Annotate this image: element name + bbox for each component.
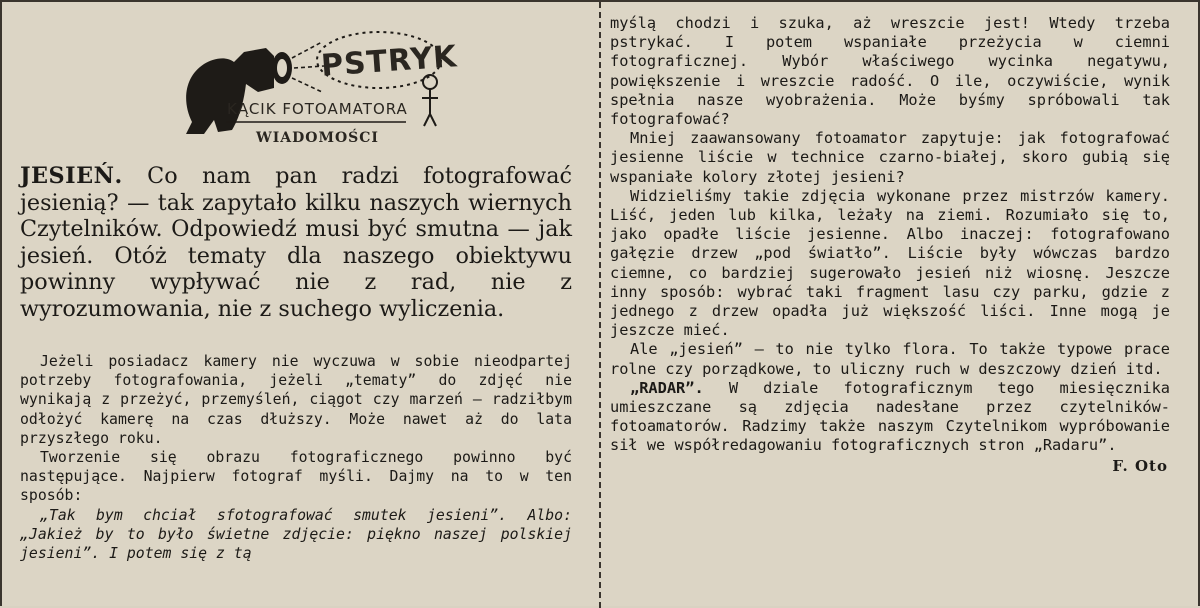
paragraph: Widzieliśmy takie zdjęcia wykonane przez mistrzów kamery. Liść, jeden lub kilka, leżały na ziemi. Rozumiało się to, jako opadłe liście jesienne. Albo inaczej: fotografowano gałęzie drzew „pod światło”. Liście były wówczas bardzo ciemne, co bardziej sugerowało jesień niż wiosnę. Jeszcze inny sposób: wybrać taki fragment lasu czy parku, gdzie z jednego z drzew opadła już większość liści. Inne mogą je jeszcze mieć.: [610, 186, 1170, 340]
small-figure-body: [422, 89, 438, 126]
column-header-logo: [174, 22, 459, 157]
small-figure-head: [423, 75, 437, 89]
paragraph: Jeżeli posiadacz kamery nie wyczuwa w sobie nieodpartej potrzeby fotografowania, jeżeli „tematy” do zdjęć nie wynikają z przeżyć, przemyśleń, ciągot czy marzeń — radziłbym odłożyć kamerę na czas dłuższy. Może nawet aż do lata przyszłego roku.: [20, 353, 572, 447]
column-title: PSTRYK: [319, 39, 459, 84]
radar-text: W dziale fotograficznym tego miesięcznika umieszczane są zdjęcia nadesłane przez czytelników-fotoamatorów. Radzimy także naszym Czytelnikom wypróbowanie sił we współredagowaniu fotograficznych stron „Radaru”.: [610, 378, 1171, 455]
quote-paragraph: „Tak bym chciał sfotografować smutek jesieni”. Albo: „Jakież by to było świetne zdjęcie: piękno naszej polskiej jesieni”. I potem się z tą: [20, 506, 572, 563]
column-divider: [599, 2, 601, 608]
column-subtitle: KĄCIK FOTOAMATORA: [227, 100, 408, 118]
author-signature: F. Oto: [1112, 456, 1168, 475]
section-label: WIADOMOŚCI: [256, 130, 379, 146]
right-column: [610, 14, 1170, 606]
paragraph: Ale „jesień” — to nie tylko flora. To także typowe prace rolne czy porządkowe, to uliczny ruch w deszczowy dzień itd.: [610, 340, 1170, 378]
radar-paragraph: [610, 379, 1170, 456]
left-column: [2, 2, 592, 608]
paragraph: Mniej zaawansowany fotoamator zapytuje: jak fotografować jesienne liście w technice czarno-białej, skoro gubią się wspaniałe kolory złotej jesieni?: [610, 129, 1170, 186]
lead-text: Co nam pan radzi fotografować jesienią? — tak zapytało kilku naszych wiernych Czytelników. Odpowiedź musi być smutna — jak jesień. Otóż tematy dla naszego obiektywu powinny wypływać nie z rad, nie z wyrozumowania, nie z suchego wyliczenia.: [20, 163, 572, 322]
paragraph: myślą chodzi i szuka, aż wreszcie jest! Wtedy trzeba pstrykać. I potem wspaniałe przeżycia w ciemni fotograficznej. Wybór właściwego wycinka negatywu, powiększenie i wreszcie radość. O ile, oczywiście, wynik spełnia nasze wyobrażenia. Może byśmy spróbowali tak fotografować?: [610, 14, 1170, 129]
photographer-figure: [186, 48, 274, 134]
right-body-text: [610, 14, 1170, 456]
paragraph: Tworzenie się obrazu fotograficznego powinno być następujące. Najpierw fotograf myśli. Dajmy na to w ten sposób:: [20, 449, 572, 505]
camera-lens-glass: [277, 59, 287, 77]
lead-paragraph: [20, 163, 572, 323]
lead-title: JESIEŃ.: [20, 163, 123, 189]
left-body-text: [20, 352, 572, 563]
radar-label: „RADAR”.: [630, 378, 704, 397]
